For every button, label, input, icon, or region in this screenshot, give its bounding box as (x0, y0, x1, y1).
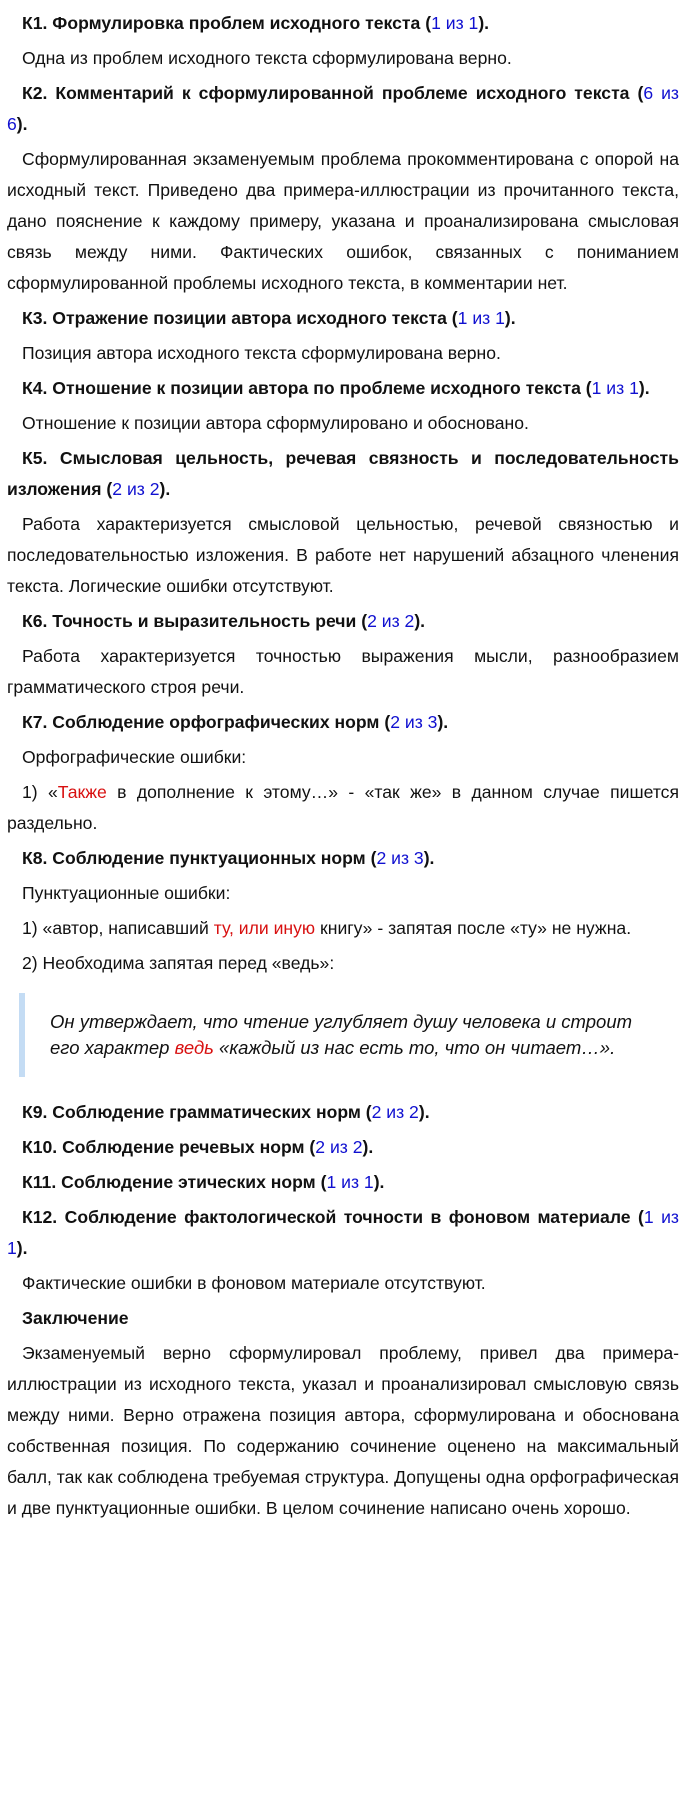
criterion-k5-heading: К5. Смысловая цельность, речевая связность и последовательность изложения (2 из 2). (7, 448, 679, 499)
criterion-score: 2 из 2 (112, 479, 160, 499)
criterion-title: К10. Соблюдение речевых норм (22, 1137, 305, 1157)
criterion-title: К1. Формулировка проблем исходного текста (22, 13, 421, 33)
criterion-title: К4. Отношение к позиции автора по проблеме исходного текста (22, 378, 581, 398)
criterion-title: К3. Отражение позиции автора исходного текста (22, 308, 447, 328)
punctuation-error-item: 2) Необходима запятая перед «ведь»: (22, 953, 335, 973)
conclusion-text: Экзаменуемый верно сформулировал проблему, привел два примера-иллюстрации из исходного текста, указал и проанализировал смысловую связь между ними. Верно отражена позиция автора, сформулирована и обоснована собственная позиция. По содержанию сочинение оценено на максимальный балл, так как соблюдена требуемая структура. Допущены одна орфографическая и две пунктуационные ошибки. В целом сочинение написано очень хорошо. (7, 1343, 680, 1518)
criterion-title: К8. Соблюдение пунктуационных норм (22, 848, 366, 868)
criterion-k12-heading: К12. Соблюдение фактологической точности в фоновом материале (1 из 1). (7, 1207, 679, 1258)
criterion-k3-comment: Позиция автора исходного текста сформулирована верно. (22, 343, 501, 363)
criterion-k1-comment: Одна из проблем исходного текста сформулирована верно. (22, 48, 512, 68)
error-highlight: ту, или иную (213, 918, 316, 938)
criterion-k4-heading: К4. Отношение к позиции автора по проблеме исходного текста (1 из 1). (22, 378, 650, 398)
criterion-title: К5. Смысловая цельность, речевая связность и последовательность изложения (7, 448, 679, 499)
criterion-score: 1 из 1 (591, 378, 639, 398)
criterion-k2-heading: К2. Комментарий к сформулированной проблеме исходного текста (6 из 6). (7, 83, 679, 134)
criterion-score: 6 из 6 (7, 83, 679, 134)
criterion-score: 1 из 1 (457, 308, 505, 328)
criterion-title: К9. Соблюдение грамматических норм (22, 1102, 361, 1122)
criterion-title: К2. Комментарий к сформулированной проблеме исходного текста (22, 83, 630, 103)
criterion-k3-heading: К3. Отражение позиции автора исходного текста (1 из 1). (22, 308, 516, 328)
criterion-k1-heading: К1. Формулировка проблем исходного текста (1 из 1). (22, 13, 490, 33)
criterion-score: 2 из 3 (376, 848, 424, 868)
criterion-score: 1 из 1 (431, 13, 479, 33)
criterion-k2-comment: Сформулированная экзаменуемым проблема прокомментирована с опорой на исходный текст. Приведено два примера-иллюстрации из прочитанного текста, дано пояснение к каждому примеру, указана и проанализирована смысловая связь между ними. Фактических ошибок, связанных с пониманием сформулированной проблемы исходного текста, в комментарии нет. (7, 149, 679, 293)
criterion-k9-heading: К9. Соблюдение грамматических норм (2 из 2). (22, 1102, 430, 1122)
criterion-score: 1 из 1 (326, 1172, 374, 1192)
criterion-score: 2 из 3 (390, 712, 438, 732)
criterion-score: 2 из 2 (315, 1137, 363, 1157)
criterion-k8-comment: Пунктуационные ошибки: (22, 883, 231, 903)
criterion-title: К7. Соблюдение орфографических норм (22, 712, 380, 732)
error-highlight: Также (57, 782, 107, 802)
criterion-score: 2 из 2 (371, 1102, 419, 1122)
criterion-k12-comment: Фактические ошибки в фоновом материале отсутствуют. (22, 1273, 486, 1293)
criterion-title: К6. Точность и выразительность речи (22, 611, 357, 631)
criterion-k6-comment: Работа характеризуется точностью выражения мысли, разнообразием грамматического строя речи. (7, 646, 679, 697)
criterion-score: 1 из 1 (7, 1207, 679, 1258)
criterion-title: К11. Соблюдение этических норм (22, 1172, 316, 1192)
criterion-k11-heading: К11. Соблюдение этических норм (1 из 1). (22, 1172, 385, 1192)
criterion-title: К12. Соблюдение фактологической точности в фоновом материале (22, 1207, 631, 1227)
criterion-k6-heading: К6. Точность и выразительность речи (2 из 2). (22, 611, 426, 631)
quote-block: Он утверждает, что чтение углубляет душу человека и строит его характер ведь «каждый из нас есть то, что он читает…». (19, 993, 679, 1077)
criterion-k8-heading: К8. Соблюдение пунктуационных норм (2 из 3). (22, 848, 435, 868)
punctuation-error-item: 1) «автор, написавший ту, или иную книгу» - запятая после «ту» не нужна. (22, 918, 632, 938)
spelling-error-item: 1) «Также в дополнение к этому…» - «так же» в данном случае пишется раздельно. (7, 782, 679, 833)
criterion-k4-comment: Отношение к позиции автора сформулировано и обосновано. (22, 413, 529, 433)
conclusion-heading: Заключение (22, 1308, 129, 1328)
criterion-k7-heading: К7. Соблюдение орфографических норм (2 из 3). (22, 712, 449, 732)
criterion-k10-heading: К10. Соблюдение речевых норм (2 из 2). (22, 1137, 374, 1157)
criterion-k7-comment: Орфографические ошибки: (22, 747, 247, 767)
criterion-score: 2 из 2 (367, 611, 415, 631)
criterion-k5-comment: Работа характеризуется смысловой цельностью, речевой связностью и последовательностью изложения. В работе нет нарушений абзацного членения текста. Логические ошибки отсутствуют. (7, 514, 679, 596)
error-highlight: ведь (174, 1037, 214, 1058)
